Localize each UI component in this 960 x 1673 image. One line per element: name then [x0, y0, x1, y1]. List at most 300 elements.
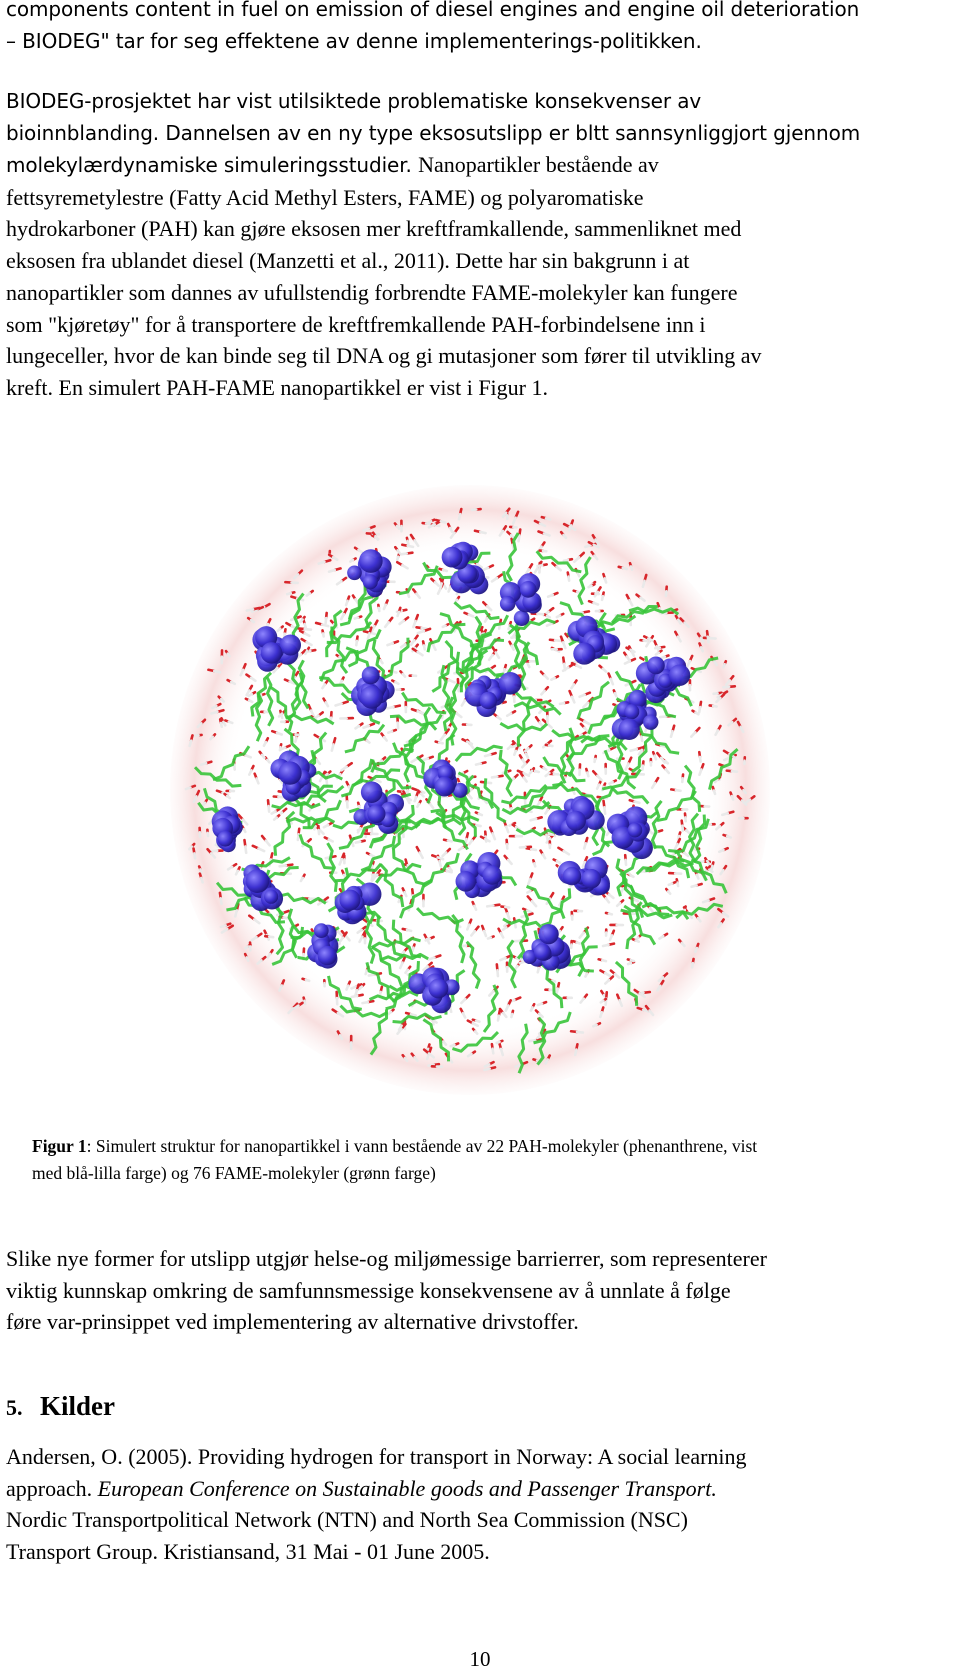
- water-molecule: [487, 906, 493, 907]
- water-molecule: [422, 628, 427, 629]
- water-molecule: [247, 957, 249, 960]
- water-molecule: [397, 557, 398, 560]
- pah-atom: [429, 979, 449, 999]
- water-molecule: [569, 525, 571, 530]
- water-molecule: [692, 963, 693, 967]
- water-molecule: [332, 744, 334, 750]
- water-molecule: [677, 883, 678, 886]
- pah-atom: [628, 823, 643, 838]
- pah-atom: [618, 719, 639, 740]
- pah-atom: [482, 865, 501, 884]
- water-molecule: [249, 700, 252, 702]
- water-molecule: [257, 778, 259, 783]
- pah-atom: [647, 657, 665, 675]
- pah-atom: [456, 871, 477, 892]
- water-molecule: [367, 741, 370, 743]
- water-molecule: [389, 1012, 391, 1014]
- water-molecule: [450, 528, 452, 532]
- water-molecule: [301, 619, 303, 622]
- water-molecule: [538, 968, 539, 972]
- water-molecule: [497, 1042, 500, 1043]
- water-molecule: [228, 654, 230, 657]
- water-molecule: [387, 643, 392, 645]
- water-molecule: [713, 706, 716, 707]
- water-molecule: [546, 518, 550, 519]
- water-molecule: [322, 625, 328, 627]
- water-molecule: [549, 745, 552, 746]
- water-molecule: [600, 1012, 601, 1017]
- pah-atom: [246, 869, 270, 893]
- water-molecule: [609, 914, 612, 915]
- water-molecule: [405, 892, 407, 896]
- water-molecule: [277, 733, 282, 735]
- water-molecule: [497, 970, 498, 976]
- water-molecule: [448, 841, 452, 842]
- water-molecule: [346, 601, 347, 605]
- water-molecule: [699, 770, 701, 775]
- pah-atom: [360, 686, 383, 709]
- water-molecule: [534, 863, 535, 866]
- water-molecule: [479, 814, 482, 815]
- water-molecule: [474, 906, 476, 910]
- water-molecule: [493, 1049, 494, 1054]
- water-molecule: [384, 605, 386, 609]
- water-molecule: [221, 723, 222, 727]
- water-molecule: [501, 1049, 503, 1055]
- water-molecule: [314, 826, 315, 829]
- pah-atom: [264, 890, 278, 904]
- water-molecule: [655, 648, 660, 649]
- water-molecule: [531, 849, 536, 850]
- text-line: eksosen fra ublandet diesel (Manzetti et al., 2011).: [6, 247, 456, 273]
- text-line-tail: Nanopartikler bestående av: [418, 152, 659, 177]
- water-molecule: [451, 1045, 455, 1046]
- water-molecule: [714, 693, 718, 694]
- water-molecule: [697, 875, 699, 879]
- water-molecule: [498, 1016, 499, 1021]
- water-molecule: [641, 736, 642, 740]
- water-molecule: [411, 1014, 416, 1015]
- water-molecule: [194, 853, 195, 858]
- water-molecule: [329, 839, 333, 841]
- water-molecule: [602, 596, 603, 600]
- water-molecule: [682, 826, 683, 831]
- water-molecule: [631, 875, 634, 877]
- reference-entry: [6, 1441, 951, 1567]
- water-molecule: [546, 835, 547, 841]
- water-molecule: [527, 891, 530, 893]
- water-molecule: [557, 861, 560, 863]
- text-line: molekylærdynamiske simuleringsstudier.: [6, 153, 419, 177]
- water-molecule: [371, 855, 375, 857]
- water-molecule: [221, 699, 224, 701]
- pah-atom: [538, 924, 558, 944]
- water-molecule: [650, 831, 652, 834]
- pah-atom: [339, 889, 360, 910]
- text-line: som "kjøretøy" for å transportere de kreftfremkallende PAH-forbindelsene inn i: [6, 311, 706, 337]
- water-molecule: [557, 989, 558, 994]
- water-molecule: [529, 1040, 535, 1041]
- pah-atom: [480, 692, 497, 709]
- water-molecule: [403, 674, 405, 677]
- water-molecule: [305, 651, 307, 654]
- water-molecule: [336, 704, 342, 706]
- water-molecule: [669, 884, 672, 885]
- water-molecule: [211, 737, 213, 739]
- water-molecule: [547, 616, 550, 617]
- water-molecule: [395, 682, 398, 684]
- water-molecule: [200, 869, 201, 872]
- water-molecule: [423, 759, 428, 761]
- water-molecule: [323, 633, 324, 636]
- water-molecule: [719, 850, 723, 852]
- water-molecule: [398, 612, 399, 616]
- pah-atom: [435, 777, 455, 797]
- water-molecule: [284, 918, 288, 919]
- water-molecule: [610, 935, 612, 940]
- water-molecule: [435, 525, 439, 526]
- water-molecule: [708, 637, 709, 643]
- text-line: Slike nye former for utslipp utgjør helse-og miljømessige barrierrer, som representerer: [6, 1246, 767, 1271]
- water-molecule: [190, 741, 191, 746]
- caption-text: : Simulert struktur for nanopartikkel i vann bestående av 22 PAH-molekyler (phenanthrene, vist: [86, 1136, 758, 1156]
- water-molecule: [589, 586, 592, 587]
- water-molecule: [643, 581, 645, 587]
- water-molecule: [459, 514, 460, 519]
- water-molecule: [405, 1058, 407, 1061]
- water-molecule: [594, 603, 598, 605]
- water-molecule: [585, 973, 587, 976]
- water-molecule: [363, 1002, 368, 1003]
- water-molecule: [732, 796, 733, 800]
- water-molecule: [578, 573, 580, 577]
- water-molecule: [274, 818, 276, 820]
- text-line: Nordic Transportpolitical Network (NTN) and North Sea Commission (NSC): [6, 1507, 688, 1532]
- pah-atom: [442, 547, 463, 568]
- water-molecule: [406, 970, 408, 973]
- water-molecule: [280, 747, 281, 750]
- water-molecule: [306, 980, 309, 981]
- water-molecule: [661, 657, 665, 658]
- water-molecule: [727, 836, 731, 837]
- text-line: kreft. En simulert PAH-FAME nanopartikkel er vist i Figur 1.: [6, 374, 548, 400]
- water-molecule: [467, 925, 469, 930]
- water-molecule: [636, 940, 639, 941]
- water-molecule: [480, 532, 485, 533]
- water-molecule: [356, 641, 357, 645]
- water-molecule: [301, 878, 303, 881]
- water-molecule: [604, 807, 605, 813]
- water-molecule: [424, 645, 425, 649]
- water-molecule: [247, 609, 253, 610]
- text-line: fettsyremetylestre (Fatty Acid Methyl Esters, FAME) og polyaromatiske: [6, 184, 644, 210]
- water-molecule: [417, 804, 419, 807]
- water-molecule: [703, 900, 708, 902]
- water-molecule: [593, 1025, 596, 1027]
- water-molecule: [712, 866, 713, 869]
- water-molecule: [326, 779, 327, 785]
- water-molecule: [535, 771, 539, 772]
- water-molecule: [526, 754, 528, 758]
- pah-atom: [643, 714, 658, 729]
- water-molecule: [723, 664, 724, 667]
- water-molecule: [623, 568, 627, 569]
- water-molecule: [438, 857, 443, 859]
- water-molecule: [515, 923, 516, 927]
- water-molecule: [399, 899, 400, 902]
- water-molecule: [408, 546, 413, 547]
- pah-atom: [514, 610, 530, 626]
- intro-paragraph: [6, 0, 951, 57]
- water-molecule: [531, 1007, 533, 1010]
- water-molecule: [555, 640, 560, 641]
- water-molecule: [229, 722, 232, 723]
- water-molecule: [577, 1032, 583, 1033]
- pah-atom: [363, 574, 378, 589]
- pah-atom: [534, 943, 551, 960]
- water-molecule: [552, 981, 555, 982]
- water-molecule: [568, 577, 569, 581]
- water-molecule: [551, 678, 554, 680]
- water-molecule: [388, 731, 392, 732]
- water-molecule: [358, 550, 361, 552]
- water-molecule: [699, 707, 700, 712]
- pah-atom: [314, 923, 329, 938]
- water-molecule: [609, 782, 612, 784]
- water-molecule: [393, 672, 397, 673]
- water-molecule: [595, 759, 596, 762]
- water-molecule: [695, 948, 696, 952]
- water-molecule: [326, 618, 327, 623]
- water-molecule: [628, 963, 631, 964]
- figure-caption: [32, 1133, 947, 1187]
- water-molecule: [236, 871, 238, 875]
- reference-venue: European Conference on Sustainable goods and Passenger Transport.: [97, 1475, 717, 1501]
- section-title: Kilder: [40, 1391, 115, 1421]
- water-molecule: [211, 712, 217, 714]
- water-molecule: [577, 942, 580, 943]
- water-molecule: [201, 763, 206, 765]
- text-line: Andersen, O. (2005). Providing hydrogen for transport in Norway: A social learning: [6, 1444, 747, 1469]
- pah-atom: [361, 781, 383, 803]
- pah-atom: [669, 664, 690, 685]
- water-molecule: [269, 806, 270, 812]
- water-molecule: [485, 618, 487, 622]
- water-molecule: [575, 1050, 576, 1055]
- water-molecule: [413, 948, 414, 951]
- water-molecule: [347, 986, 349, 990]
- water-molecule: [249, 770, 251, 774]
- pah-atom: [582, 869, 601, 888]
- water-molecule: [531, 819, 537, 820]
- water-molecule: [212, 706, 216, 708]
- water-molecule: [407, 930, 411, 931]
- water-molecule: [397, 526, 399, 529]
- water-molecule: [548, 595, 553, 597]
- water-molecule: [631, 749, 637, 751]
- water-molecule: [484, 931, 486, 936]
- text-line: components content in fuel on emission of diesel engines and engine oil deterioration: [6, 0, 860, 21]
- water-molecule: [692, 885, 697, 886]
- pah-atom: [624, 704, 639, 719]
- water-molecule: [447, 871, 452, 872]
- water-molecule: [530, 771, 532, 774]
- text-line: nanopartikler som dannes av ufullstendig forbrendte FAME-molekyler kan fungere: [6, 280, 738, 305]
- water-molecule: [340, 1035, 342, 1039]
- water-molecule: [223, 722, 225, 726]
- water-molecule: [601, 1001, 604, 1003]
- water-molecule: [329, 570, 335, 572]
- water-molecule: [264, 742, 266, 746]
- water-molecule: [573, 791, 574, 794]
- water-molecule: [512, 646, 514, 650]
- water-molecule: [603, 945, 608, 946]
- water-molecule: [441, 521, 446, 522]
- pah-atom: [280, 634, 301, 655]
- pah-atom: [359, 549, 383, 573]
- text-line: hydrokarboner (PAH) kan gjøre eksosen mer kreftframkallende, sammenliknet med: [6, 216, 742, 241]
- water-molecule: [544, 768, 547, 770]
- pah-atom: [499, 672, 522, 695]
- water-molecule: [512, 746, 516, 747]
- water-molecule: [597, 785, 599, 789]
- water-molecule: [426, 939, 430, 941]
- water-molecule: [280, 865, 286, 866]
- water-molecule: [602, 960, 606, 961]
- water-molecule: [221, 925, 226, 927]
- pah-atom: [347, 565, 362, 580]
- water-molecule: [251, 620, 254, 622]
- pah-atom: [500, 596, 516, 612]
- water-molecule: [538, 565, 543, 566]
- water-molecule: [235, 910, 236, 916]
- pah-atom: [362, 666, 380, 684]
- water-molecule: [564, 560, 568, 561]
- water-molecule: [352, 996, 357, 997]
- water-molecule: [319, 562, 325, 564]
- water-molecule: [368, 633, 370, 639]
- water-molecule: [635, 802, 640, 803]
- text-line: bioinnblanding. Dannelsen av en ny type eksosutslipp er bltt sannsynliggjort gjennom: [6, 120, 861, 145]
- water-molecule: [428, 521, 431, 523]
- water-molecule: [227, 796, 230, 798]
- water-molecule: [743, 790, 745, 793]
- text-line-tail: Dette har sin bakgrunn i at: [455, 247, 690, 273]
- water-molecule: [492, 777, 497, 778]
- water-molecule: [350, 560, 353, 562]
- water-molecule: [287, 593, 291, 594]
- text-line: føre var-prinsippet ved implementering av alternative drivstoffer.: [6, 1309, 579, 1334]
- water-molecule: [469, 615, 473, 617]
- text-line: BIODEG-prosjektet har vist utilsiktede problematiske konsekvenser av: [6, 89, 702, 113]
- water-molecule: [366, 970, 367, 974]
- water-molecule: [305, 624, 306, 628]
- water-molecule: [475, 1031, 477, 1033]
- water-molecule: [722, 813, 727, 815]
- water-molecule: [631, 960, 634, 961]
- water-molecule: [356, 842, 360, 843]
- water-molecule: [527, 910, 531, 912]
- pah-atom: [520, 581, 537, 598]
- water-molecule: [707, 861, 709, 864]
- water-molecule: [408, 593, 409, 597]
- water-molecule: [449, 586, 451, 591]
- water-molecule: [355, 618, 358, 619]
- water-molecule: [485, 755, 490, 756]
- pah-atom: [573, 643, 595, 665]
- water-molecule: [615, 693, 616, 696]
- pah-atom: [278, 761, 301, 784]
- water-molecule: [655, 756, 656, 759]
- water-molecule: [476, 825, 480, 826]
- water-molecule: [656, 653, 659, 655]
- water-molecule: [631, 566, 632, 569]
- water-molecule: [369, 974, 375, 975]
- water-molecule: [439, 861, 440, 866]
- section-number: 5.: [6, 1395, 23, 1420]
- water-molecule: [714, 790, 715, 793]
- water-molecule: [476, 1021, 479, 1022]
- water-molecule: [676, 790, 681, 791]
- water-molecule: [401, 553, 407, 554]
- water-molecule: [408, 541, 409, 544]
- water-molecule: [557, 615, 560, 617]
- water-molecule: [591, 894, 594, 896]
- water-molecule: [249, 694, 252, 696]
- water-molecule: [278, 629, 281, 631]
- page-number: 10: [469, 1647, 491, 1671]
- water-molecule: [634, 899, 638, 901]
- water-molecule: [671, 731, 673, 737]
- water-molecule: [262, 755, 264, 758]
- water-molecule: [221, 898, 222, 903]
- water-molecule: [246, 946, 248, 948]
- water-molecule: [564, 535, 566, 538]
- water-molecule: [564, 664, 565, 670]
- water-molecule: [443, 570, 447, 571]
- water-molecule: [511, 1014, 512, 1017]
- water-molecule: [186, 787, 190, 789]
- caption-text: med blå-lilla farge) og 76 FAME-molekyler (grønn farge): [32, 1163, 436, 1183]
- water-molecule: [189, 847, 191, 850]
- water-molecule: [514, 751, 516, 755]
- text-line: Transport Group. Kristiansand, 31 Mai - 01 June 2005.: [6, 1538, 490, 1564]
- pah-atom: [318, 946, 337, 965]
- caption-label: Figur 1: [32, 1136, 87, 1156]
- water-molecule: [584, 843, 586, 848]
- water-molecule: [443, 626, 446, 627]
- water-molecule: [440, 583, 441, 587]
- water-molecule: [585, 545, 590, 547]
- water-molecule: [231, 682, 235, 684]
- biodeg-paragraph: [6, 86, 951, 403]
- water-molecule: [295, 738, 296, 742]
- water-molecule: [203, 803, 205, 806]
- slike-paragraph: [6, 1243, 951, 1338]
- pah-atom: [566, 811, 586, 831]
- pah-atom: [563, 867, 581, 885]
- water-molecule: [560, 703, 564, 704]
- water-molecule: [546, 1059, 548, 1063]
- water-molecule: [307, 593, 310, 595]
- water-molecule: [484, 1069, 489, 1070]
- water-molecule: [476, 764, 481, 765]
- water-molecule: [700, 757, 701, 762]
- section-heading: [6, 1391, 115, 1422]
- water-molecule: [267, 760, 269, 762]
- water-molecule: [668, 891, 670, 893]
- water-molecule: [304, 1001, 305, 1004]
